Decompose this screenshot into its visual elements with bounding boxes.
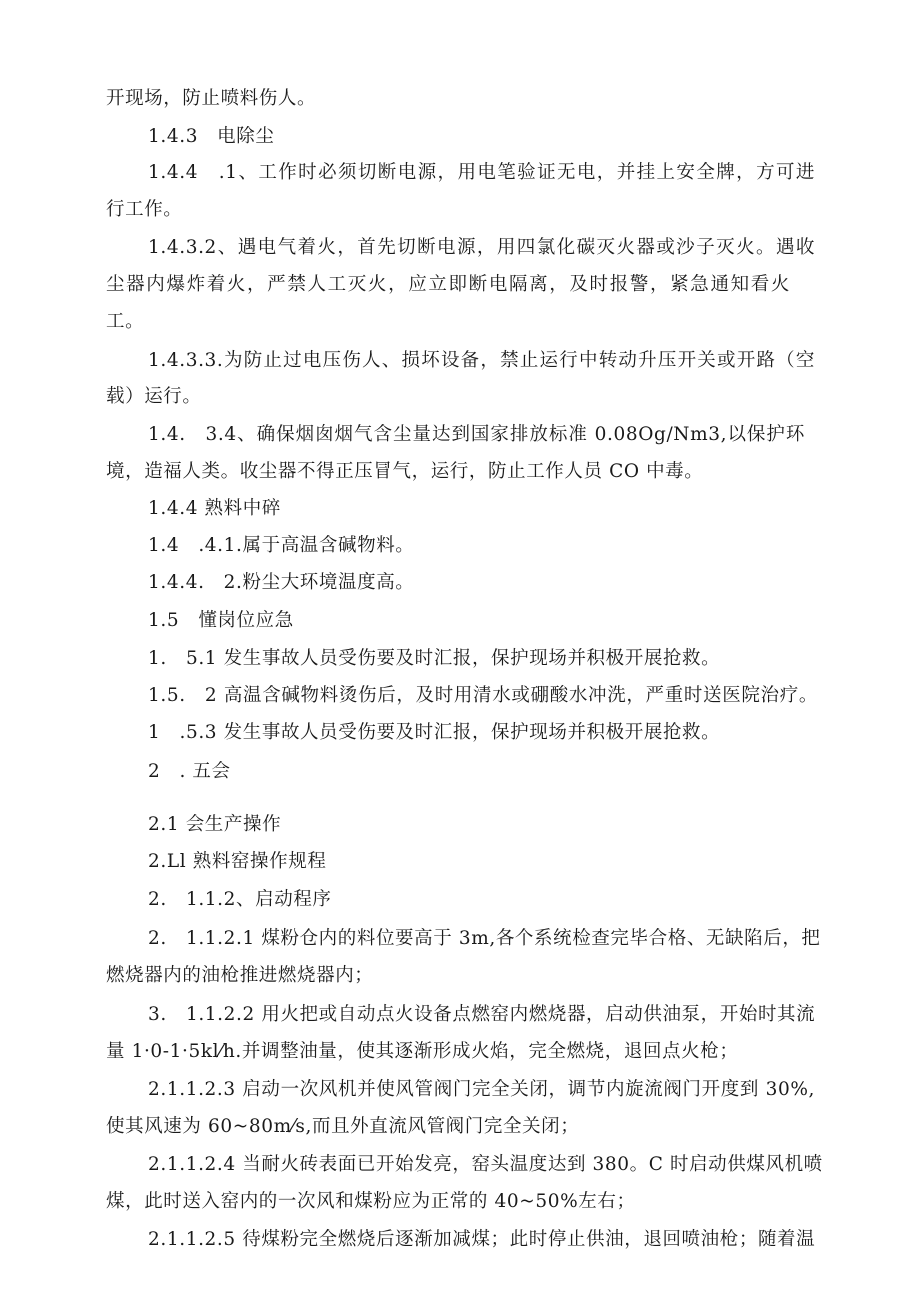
section-heading: 2.1 会生产操作 xyxy=(148,814,282,835)
section-heading: 1.4.3 电除尘 xyxy=(148,126,275,147)
text-line: 1.4 .4.1.属于高温含碱物料。 xyxy=(148,535,415,556)
text-line: 开现场，防止喷料伤人。 xyxy=(106,88,317,109)
section-heading: 2. 1.1.2、启动程序 xyxy=(148,889,332,910)
text-line: 燃烧器内的油枪推进燃烧器内； xyxy=(106,965,374,986)
text-line: 1.4.3.3.为防止过电压伤人、损坏设备，禁止运行中转动升压开关或开路（空 xyxy=(148,350,815,371)
text-line: 量 1·0-1·5kl⁄h.并调整油量，使其逐渐形成火焰，完全燃烧，退回点火枪； xyxy=(106,1041,739,1062)
text-line: 1.4. 3.4、确保烟囱烟气含尘量达到国家排放标准 0.08Og/Nm3,以保护环 xyxy=(148,424,805,445)
text-line: 1.4.4 .1、工作时必须切断电源，用电笔验证无电，并挂上安全牌，方可进 xyxy=(148,162,815,183)
text-line: 煤，此时送入窑内的一次风和煤粉应为正常的 40~50%左右； xyxy=(106,1191,636,1212)
text-line: 1. 5.1 发生事故人员受伤要及时汇报，保护现场并积极开展抢救。 xyxy=(148,648,721,669)
text-line: 2.1.1.2.5 待煤粉完全燃烧后逐渐加减煤；此时停止供油，退回喷油枪；随着温 xyxy=(148,1229,816,1250)
text-line: 1 .5.3 发生事故人员受伤要及时汇报，保护现场并积极开展抢救。 xyxy=(148,722,721,743)
text-line: 2. 1.1.2.1 煤粉仓内的料位要高于 3m,各个系统检查完毕合格、无缺陷后，把 xyxy=(148,928,821,949)
text-line: 尘器内爆炸着火，严禁人工灭火，应立即断电隔离，及时报警，紧急通知看火 xyxy=(106,274,790,295)
section-heading: 1.4.4 熟料中碎 xyxy=(148,498,281,519)
text-line: 1.4.3.2、遇电气着火，首先切断电源，用四氯化碳灭火器或沙子灭火。遇收 xyxy=(148,237,815,258)
text-line: 1.4.4. 2.粉尘大环境温度高。 xyxy=(148,572,415,593)
text-line: 使其风速为 60~80m⁄s,而且外直流风管阀门完全关闭； xyxy=(106,1116,580,1137)
text-line: 行工作。 xyxy=(106,199,183,220)
section-heading: 2.Ll 熟料窑操作规程 xyxy=(148,851,327,872)
text-line: 1.5. 2 高温含碱物料烫伤后，及时用清水或硼酸水冲洗，严重时送医院治疗。 xyxy=(148,685,818,706)
text-line: 2.1.1.2.4 当耐火砖表面已开始发亮，窑头温度达到 380。C 时启动供煤风机喷 xyxy=(148,1154,823,1175)
text-line: 境，造福人类。收尘器不得正压冒气，运行，防止工作人员 CO 中毒。 xyxy=(106,461,704,482)
text-line: 3. 1.1.2.2 用火把或自动点火设备点燃窑内燃烧器，启动供油泵，开始时其流 xyxy=(148,1004,816,1025)
section-heading: 2 . 五会 xyxy=(148,761,231,782)
section-heading: 1.5 懂岗位应急 xyxy=(148,610,294,631)
text-line: 载）运行。 xyxy=(106,386,202,407)
text-line: 工。 xyxy=(106,311,145,332)
text-line: 2.1.1.2.3 启动一次风机并使风管阀门完全关闭，调节内旋流阀门开度到 30%, xyxy=(148,1079,815,1100)
